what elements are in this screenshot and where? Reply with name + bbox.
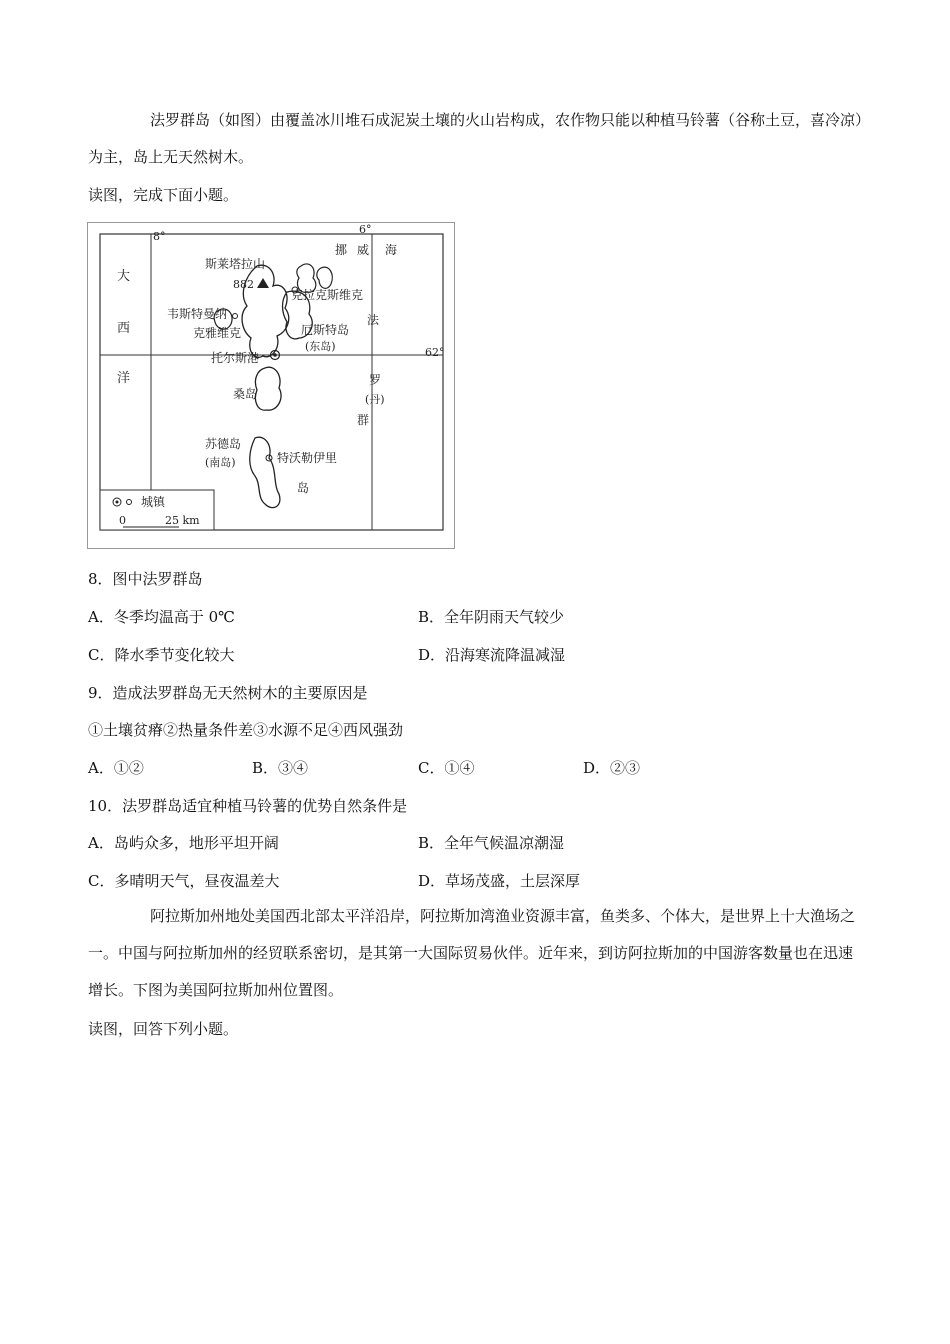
map-label-sudeo: 苏德岛 [205, 437, 242, 451]
map-label-sang: 桑岛 [233, 387, 258, 401]
map-label-torshavn: 托尔斯港 [211, 351, 260, 365]
map-label-da: 大 [117, 269, 131, 284]
map-label-east-island: 厄斯特岛 [301, 323, 350, 337]
q9-stem: 9．造成法罗群岛无天然树木的主要原因是 [88, 684, 368, 702]
map-label-dao: 岛 [297, 481, 310, 495]
map-label-elevation: 882 [233, 278, 254, 291]
q8-stem: 8．图中法罗群岛 [88, 570, 203, 588]
map-label-kelawei: 克雅维克 [193, 326, 242, 340]
q8-option-a: A．冬季均温高于 0℃ [88, 608, 235, 626]
q10-option-a: A．岛屿众多，地形平坦开阔 [88, 834, 279, 852]
map-label-wei: 威 [357, 243, 370, 257]
legend-scale-value: 25 km [165, 514, 200, 527]
instruction-2: 读图，回答下列小题。 [88, 1020, 239, 1038]
q8-option-b: B．全年阴雨天气较少 [418, 608, 565, 626]
map-label-hai: 海 [385, 243, 398, 257]
map-label-mountain: 斯莱塔拉山 [205, 257, 266, 271]
map-label-weisite: 韦斯特曼纳 [167, 307, 228, 321]
map-label-fa: 法 [367, 313, 380, 327]
map-label-nuo: 挪 [335, 243, 348, 257]
q10-option-b: B．全年气候温凉潮湿 [418, 834, 565, 852]
map-label-luo: 罗 [369, 373, 382, 387]
legend-scale-zero: 0 [119, 514, 126, 527]
q10-stem: 10．法罗群岛适宜种植马铃薯的优势自然条件是 [88, 797, 408, 815]
lon-right-label: 6° [359, 223, 372, 236]
q9-option-b: B．③④ [252, 759, 309, 777]
map-label-xi: 西 [117, 321, 131, 336]
faroe-islands-map [87, 222, 455, 549]
map-label-south-note: (南岛) [205, 456, 236, 469]
map-label-kelakesi: 克拉克斯维克 [291, 288, 364, 302]
q9-option-a: A．①② [88, 759, 144, 777]
lat-label: 62° [425, 346, 445, 359]
map-label-east-note: (东岛) [305, 340, 336, 353]
passage-2: 阿拉斯加州地处美国西北部太平洋沿岸，阿拉斯加湾渔业资源丰富，鱼类多、个体大，是世界上十大渔场之一。中国与阿拉斯加州的经贸联系密切，是其第一大国际贸易伙伴。近年来，到访阿拉斯加的中国游客数量也在迅速增长。下图为美国阿拉斯加州位置图。 [88, 907, 856, 999]
map-label-yang: 洋 [117, 371, 131, 386]
capital-dot-icon [273, 353, 277, 357]
q8-option-d: D．沿海寒流降温减湿 [418, 646, 566, 664]
q9-factors: ①土壤贫瘠②热量条件差③水源不足④西风强劲 [88, 721, 404, 739]
q9-option-d: D．②③ [583, 759, 641, 777]
q10-option-d: D．草场茂盛，土层深厚 [418, 872, 581, 890]
legend-town-label: 城镇 [141, 495, 166, 509]
lon-left-label: 8° [153, 230, 166, 243]
q9-option-c: C．①④ [418, 759, 475, 777]
map-label-tvoroyri: 特沃勒伊里 [277, 451, 338, 465]
passage-1: 法罗群岛（如图）由覆盖冰川堆石成泥炭土壤的火山岩构成，农作物只能以种植马铃薯（谷称土豆，喜冷凉）为主，岛上无天然树木。 [88, 111, 863, 166]
map-label-dan: (丹) [365, 393, 385, 406]
q10-option-c: C．多晴明天气，昼夜温差大 [88, 872, 280, 890]
legend-capital-dot-icon [116, 501, 119, 504]
q8-option-c: C．降水季节变化较大 [88, 646, 235, 664]
instruction-1: 读图，完成下面小题。 [88, 186, 239, 204]
map-label-qun: 群 [357, 413, 370, 427]
